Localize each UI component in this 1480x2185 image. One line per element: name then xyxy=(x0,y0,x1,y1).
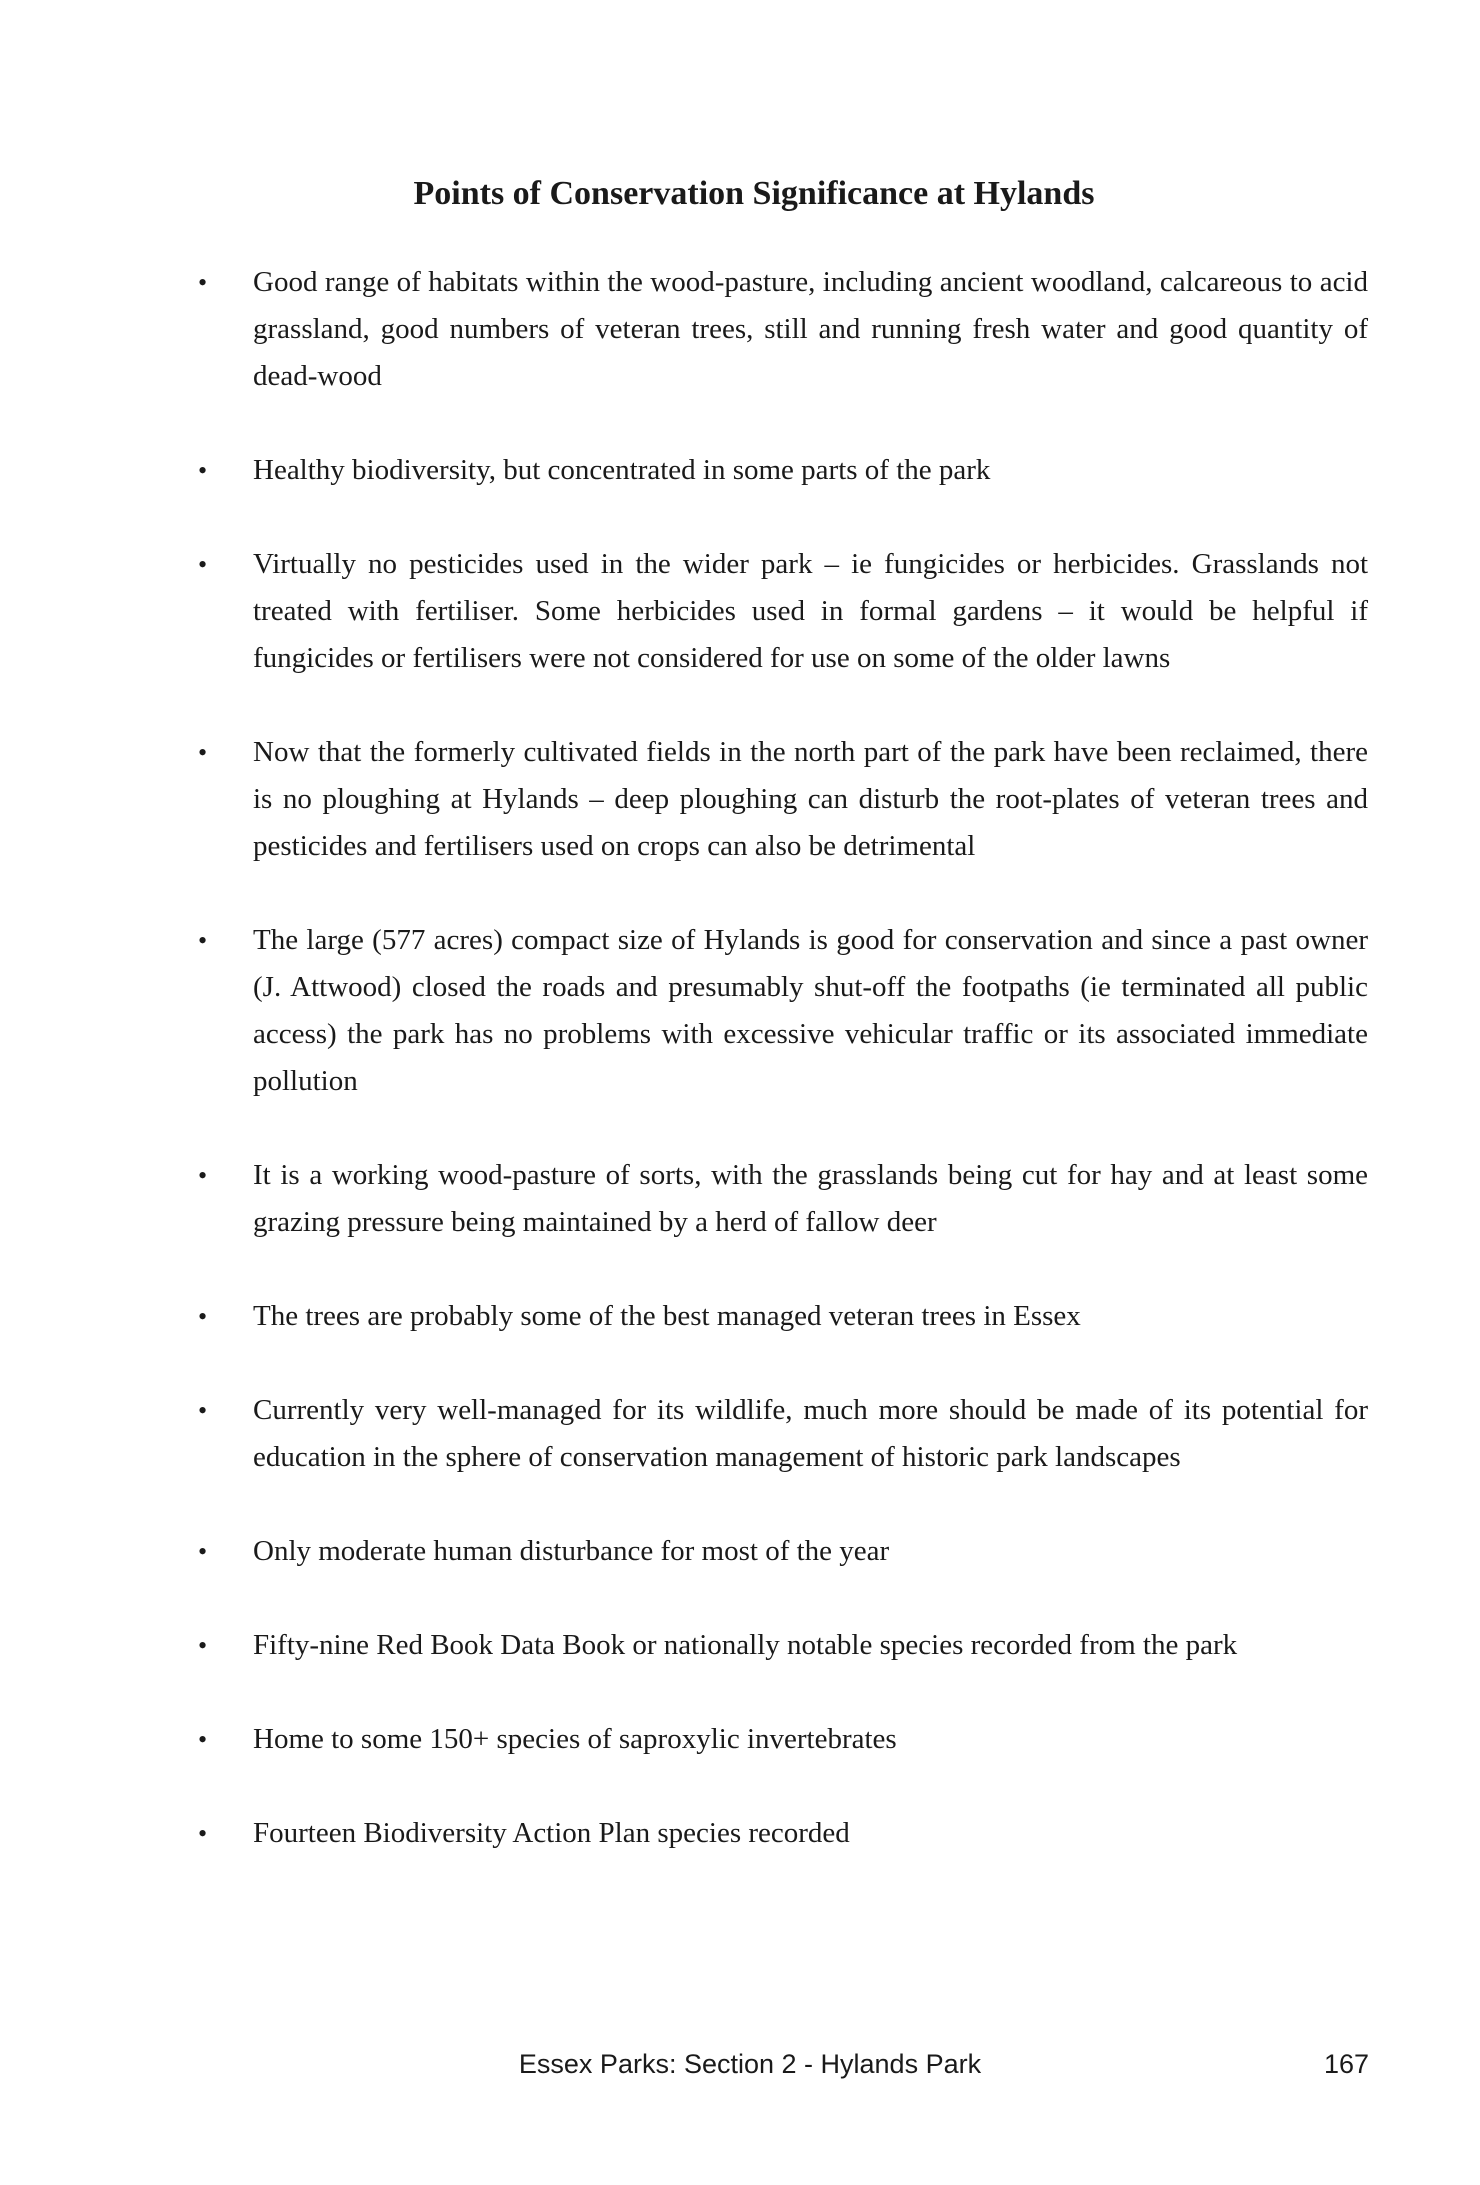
list-item-text: The trees are probably some of the best managed veteran trees in Essex xyxy=(253,1300,1081,1332)
list-item xyxy=(198,259,1368,400)
list-item xyxy=(198,447,1368,494)
conservation-points-list xyxy=(198,259,1368,1904)
bullet-icon: • xyxy=(198,268,208,297)
list-item xyxy=(198,1810,1368,1857)
bullet-icon: • xyxy=(198,456,208,485)
list-item xyxy=(198,1716,1368,1763)
bullet-icon: • xyxy=(198,550,208,579)
list-item-text: Good range of habitats within the wood-pasture, including ancient woodland, calcareous to acid grassland, good numbers of veteran trees, still and running fresh water and good quantity of dead-wood xyxy=(253,266,1368,392)
list-item-text: Currently very well-managed for its wildlife, much more should be made of its potential for education in the sphere of conservation management of historic park landscapes xyxy=(253,1394,1368,1473)
list-item-text: Healthy biodiversity, but concentrated in some parts of the park xyxy=(253,454,991,486)
page-title: Points of Conservation Significance at Hylands xyxy=(413,175,1095,212)
list-item xyxy=(198,1622,1368,1669)
list-item-text: Home to some 150+ species of saproxylic invertebrates xyxy=(253,1723,897,1755)
list-item-text: Now that the formerly cultivated fields in the north part of the park have been reclaimed, there is no ploughing at Hylands – deep ploughing can disturb the root-plates of veteran trees and pesticides and fertilisers used on crops can also be detrimental xyxy=(253,736,1368,862)
list-item-text: Fifty-nine Red Book Data Book or nationally notable species recorded from the park xyxy=(253,1629,1238,1661)
list-item xyxy=(198,729,1368,870)
list-item xyxy=(198,917,1368,1105)
bullet-icon: • xyxy=(198,926,208,955)
bullet-icon: • xyxy=(198,1819,208,1848)
list-item xyxy=(198,1152,1368,1246)
list-item-text: The large (577 acres) compact size of Hylands is good for conservation and since a past owner (J. Attwood) closed the roads and presumably shut-off the footpaths (ie terminated all public access) the park has no problems with excessive vehicular traffic or its associated immediate pollution xyxy=(253,924,1368,1097)
list-item-text: Virtually no pesticides used in the wider park – ie fungicides or herbicides. Grasslands not treated with fertiliser. Some herbicides used in formal gardens – it would be helpful if fungicides or fertilisers were not considered for use on some of the older lawns xyxy=(253,548,1368,674)
list-item xyxy=(198,1293,1368,1340)
bullet-icon: • xyxy=(198,1302,208,1331)
bullet-icon: • xyxy=(198,1725,208,1754)
list-item-text: Fourteen Biodiversity Action Plan species recorded xyxy=(253,1817,850,1849)
bullet-icon: • xyxy=(198,1631,208,1660)
list-item xyxy=(198,1387,1368,1481)
list-item xyxy=(198,541,1368,682)
list-item-text: Only moderate human disturbance for most of the year xyxy=(253,1535,890,1567)
list-item xyxy=(198,1528,1368,1575)
bullet-icon: • xyxy=(198,1396,208,1425)
footer-title: Essex Parks: Section 2 - Hylands Park xyxy=(518,2049,982,2079)
bullet-icon: • xyxy=(198,1537,208,1566)
list-item-text: It is a working wood-pasture of sorts, with the grasslands being cut for hay and at least some grazing pressure being maintained by a herd of fallow deer xyxy=(253,1159,1368,1238)
bullet-icon: • xyxy=(198,1161,208,1190)
page-number: 167 xyxy=(1323,2049,1369,2079)
bullet-icon: • xyxy=(198,738,208,767)
